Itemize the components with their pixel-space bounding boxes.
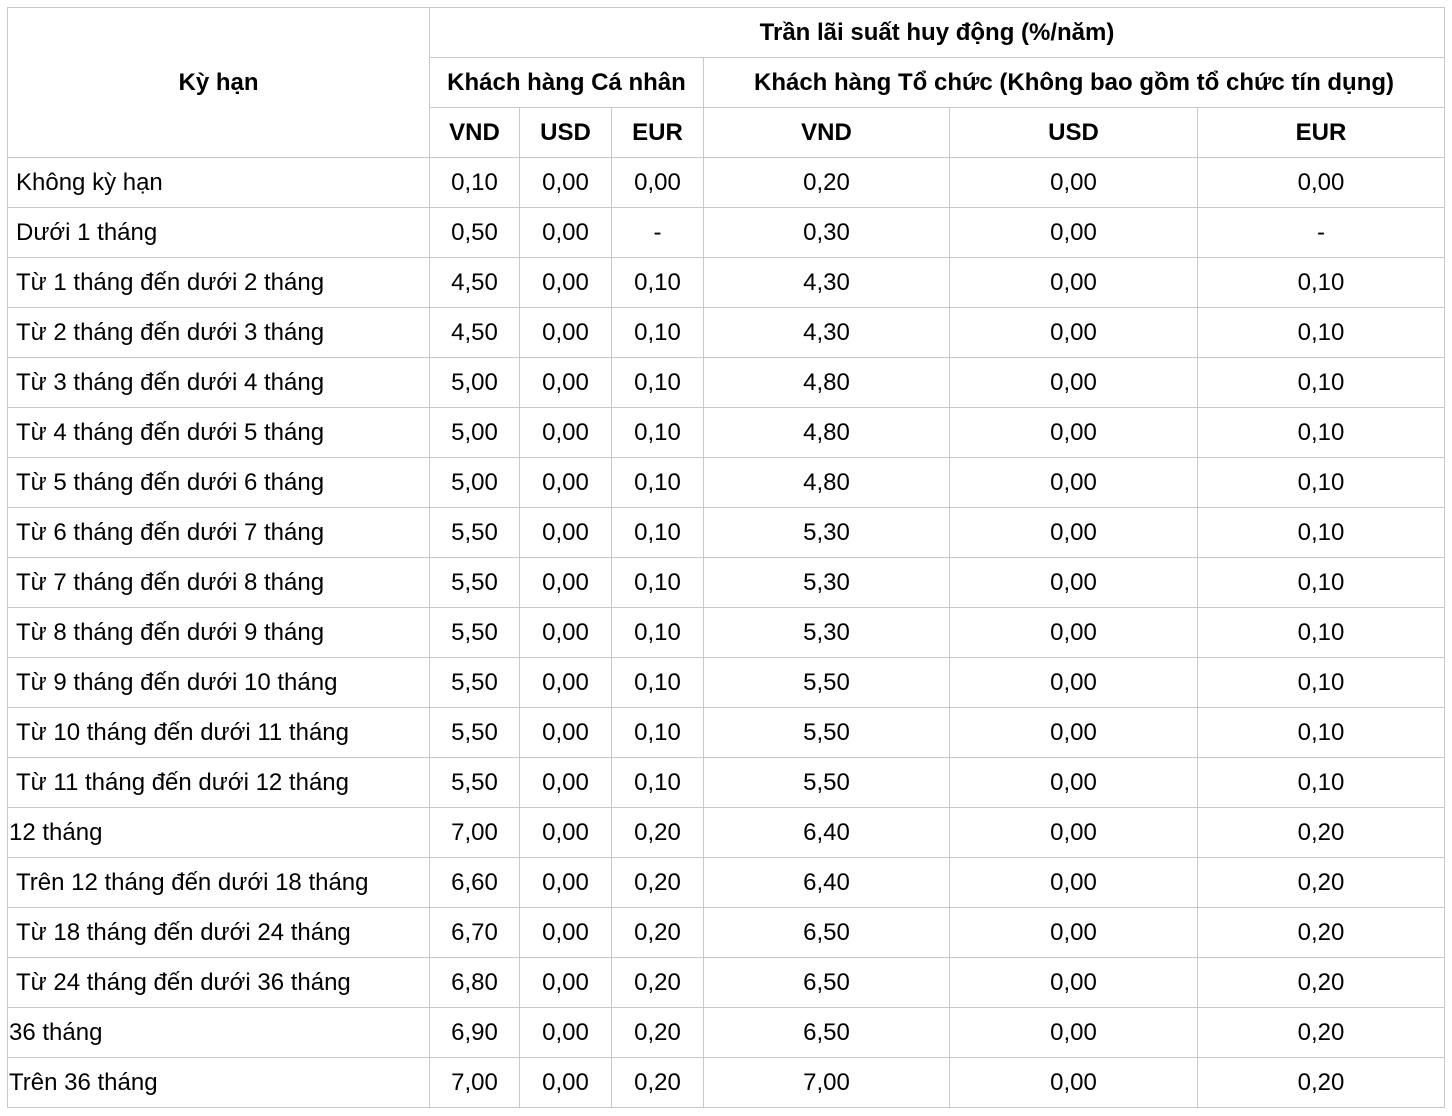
rate-cell-organization-usd: 0,00 xyxy=(950,858,1198,908)
rate-cell-individual-usd: 0,00 xyxy=(520,158,612,208)
rate-cell-individual-eur: 0,10 xyxy=(612,508,704,558)
rate-cell-individual-eur: 0,10 xyxy=(612,758,704,808)
rate-cell-organization-eur: 0,20 xyxy=(1198,808,1445,858)
table-row xyxy=(8,758,1445,808)
table-row xyxy=(8,958,1445,1008)
rate-cell-organization-usd: 0,00 xyxy=(950,758,1198,808)
rate-cell-organization-eur: 0,10 xyxy=(1198,758,1445,808)
rate-cell-individual-vnd: 6,90 xyxy=(430,1008,520,1058)
table-row xyxy=(8,1008,1445,1058)
term-cell: Từ 6 tháng đến dưới 7 tháng xyxy=(8,508,430,558)
rate-cell-individual-usd: 0,00 xyxy=(520,558,612,608)
rate-cell-organization-vnd: 5,30 xyxy=(704,558,950,608)
table-row xyxy=(8,208,1445,258)
table-row xyxy=(8,658,1445,708)
currency-header-individual-eur: EUR xyxy=(612,108,704,158)
rate-cell-individual-vnd: 5,50 xyxy=(430,708,520,758)
rate-cell-individual-eur: 0,10 xyxy=(612,658,704,708)
term-cell: Trên 12 tháng đến dưới 18 tháng xyxy=(8,858,430,908)
rate-cell-organization-eur: 0,10 xyxy=(1198,358,1445,408)
rate-cell-individual-usd: 0,00 xyxy=(520,808,612,858)
rate-cell-individual-vnd: 4,50 xyxy=(430,308,520,358)
rate-cell-organization-usd: 0,00 xyxy=(950,158,1198,208)
currency-header-individual-vnd: VND xyxy=(430,108,520,158)
rate-cell-organization-vnd: 6,50 xyxy=(704,1008,950,1058)
table-row xyxy=(8,1058,1445,1108)
rate-cell-organization-eur: 0,00 xyxy=(1198,158,1445,208)
rate-cell-individual-vnd: 5,50 xyxy=(430,758,520,808)
rate-cell-organization-usd: 0,00 xyxy=(950,358,1198,408)
rate-cell-individual-usd: 0,00 xyxy=(520,408,612,458)
term-cell: Từ 18 tháng đến dưới 24 tháng xyxy=(8,908,430,958)
rate-cell-individual-vnd: 5,50 xyxy=(430,508,520,558)
rate-cell-individual-usd: 0,00 xyxy=(520,508,612,558)
term-cell: Từ 11 tháng đến dưới 12 tháng xyxy=(8,758,430,808)
rate-cell-organization-vnd: 7,00 xyxy=(704,1058,950,1108)
term-cell: Từ 10 tháng đến dưới 11 tháng xyxy=(8,708,430,758)
rate-cell-individual-eur: 0,10 xyxy=(612,708,704,758)
rate-cell-organization-eur: 0,20 xyxy=(1198,1008,1445,1058)
rate-cell-individual-vnd: 6,60 xyxy=(430,858,520,908)
rate-cell-individual-eur: 0,10 xyxy=(612,258,704,308)
term-cell: Từ 2 tháng đến dưới 3 tháng xyxy=(8,308,430,358)
term-column-header: Kỳ hạn xyxy=(8,8,430,158)
rate-cell-individual-usd: 0,00 xyxy=(520,658,612,708)
rate-cell-individual-vnd: 5,50 xyxy=(430,658,520,708)
table-row xyxy=(8,408,1445,458)
rate-cell-individual-vnd: 6,70 xyxy=(430,908,520,958)
currency-header-organization-eur: EUR xyxy=(1198,108,1445,158)
rate-cell-individual-eur: 0,20 xyxy=(612,808,704,858)
rate-cell-individual-eur: 0,20 xyxy=(612,858,704,908)
rate-cell-individual-eur: 0,10 xyxy=(612,408,704,458)
rate-cell-individual-eur: 0,20 xyxy=(612,1008,704,1058)
rate-cell-organization-usd: 0,00 xyxy=(950,808,1198,858)
interest-rate-table xyxy=(7,7,1445,1108)
rate-cell-individual-eur: 0,00 xyxy=(612,158,704,208)
rate-cell-organization-vnd: 5,50 xyxy=(704,758,950,808)
rate-cell-individual-vnd: 0,50 xyxy=(430,208,520,258)
currency-header-individual-usd: USD xyxy=(520,108,612,158)
rate-cell-organization-vnd: 4,30 xyxy=(704,308,950,358)
term-cell: 36 tháng xyxy=(8,1008,430,1058)
rate-cell-organization-eur: 0,10 xyxy=(1198,608,1445,658)
term-cell: Từ 24 tháng đến dưới 36 tháng xyxy=(8,958,430,1008)
rate-cell-organization-vnd: 5,30 xyxy=(704,608,950,658)
rate-cell-organization-eur: 0,10 xyxy=(1198,408,1445,458)
rate-cell-organization-eur: 0,20 xyxy=(1198,858,1445,908)
rate-cell-organization-usd: 0,00 xyxy=(950,258,1198,308)
rate-cell-organization-usd: 0,00 xyxy=(950,508,1198,558)
term-cell: 12 tháng xyxy=(8,808,430,858)
rate-cell-organization-vnd: 6,50 xyxy=(704,908,950,958)
rate-cell-individual-eur: 0,10 xyxy=(612,308,704,358)
rate-cell-organization-usd: 0,00 xyxy=(950,558,1198,608)
rate-cell-organization-vnd: 5,50 xyxy=(704,658,950,708)
rate-cell-individual-eur: 0,10 xyxy=(612,608,704,658)
term-cell: Từ 9 tháng đến dưới 10 tháng xyxy=(8,658,430,708)
rate-cell-organization-vnd: 4,80 xyxy=(704,408,950,458)
rate-cell-organization-usd: 0,00 xyxy=(950,608,1198,658)
rate-cell-organization-usd: 0,00 xyxy=(950,1058,1198,1108)
footnote-cropped xyxy=(4,1105,1444,1116)
rate-cell-individual-eur: 0,20 xyxy=(612,1058,704,1108)
rate-cell-organization-usd: 0,00 xyxy=(950,658,1198,708)
rate-cell-organization-usd: 0,00 xyxy=(950,908,1198,958)
rate-cell-individual-vnd: 5,00 xyxy=(430,408,520,458)
rate-cell-individual-vnd: 5,50 xyxy=(430,558,520,608)
rate-cell-individual-vnd: 6,80 xyxy=(430,958,520,1008)
individual-customer-header: Khách hàng Cá nhân xyxy=(430,58,704,108)
table-row xyxy=(8,808,1445,858)
rate-cell-individual-vnd: 5,00 xyxy=(430,358,520,408)
table-row xyxy=(8,508,1445,558)
rate-cell-organization-eur: 0,10 xyxy=(1198,508,1445,558)
rate-cell-organization-eur: 0,20 xyxy=(1198,908,1445,958)
table-row xyxy=(8,258,1445,308)
rate-cell-individual-usd: 0,00 xyxy=(520,958,612,1008)
rate-cell-organization-vnd: 0,20 xyxy=(704,158,950,208)
rate-cell-individual-vnd: 5,00 xyxy=(430,458,520,508)
rate-cell-individual-eur: 0,20 xyxy=(612,908,704,958)
rate-cell-organization-usd: 0,00 xyxy=(950,458,1198,508)
rate-cell-individual-vnd: 0,10 xyxy=(430,158,520,208)
rate-cell-individual-usd: 0,00 xyxy=(520,708,612,758)
currency-header-organization-usd: USD xyxy=(950,108,1198,158)
table-row xyxy=(8,158,1445,208)
rate-cell-individual-eur: - xyxy=(612,208,704,258)
term-cell: Dưới 1 tháng xyxy=(8,208,430,258)
rate-cell-organization-eur: 0,10 xyxy=(1198,558,1445,608)
rate-cell-organization-eur: 0,20 xyxy=(1198,958,1445,1008)
rate-cell-individual-usd: 0,00 xyxy=(520,1058,612,1108)
rate-cell-organization-usd: 0,00 xyxy=(950,708,1198,758)
rate-cell-individual-eur: 0,10 xyxy=(612,458,704,508)
rate-cell-organization-vnd: 5,50 xyxy=(704,708,950,758)
rate-cell-individual-vnd: 4,50 xyxy=(430,258,520,308)
rate-cell-individual-vnd: 7,00 xyxy=(430,1058,520,1108)
rate-cell-individual-usd: 0,00 xyxy=(520,458,612,508)
term-cell: Từ 1 tháng đến dưới 2 tháng xyxy=(8,258,430,308)
term-cell: Từ 5 tháng đến dưới 6 tháng xyxy=(8,458,430,508)
table-row xyxy=(8,908,1445,958)
rate-cell-individual-usd: 0,00 xyxy=(520,308,612,358)
term-cell: Không kỳ hạn xyxy=(8,158,430,208)
table-row xyxy=(8,358,1445,408)
rate-cell-individual-usd: 0,00 xyxy=(520,908,612,958)
rate-cell-individual-usd: 0,00 xyxy=(520,258,612,308)
rate-cell-organization-vnd: 6,50 xyxy=(704,958,950,1008)
rate-cell-organization-eur: - xyxy=(1198,208,1445,258)
rate-cell-individual-usd: 0,00 xyxy=(520,358,612,408)
rate-ceiling-header: Trần lãi suất huy động (%/năm) xyxy=(430,8,1445,58)
term-cell: Từ 7 tháng đến dưới 8 tháng xyxy=(8,558,430,608)
rate-cell-organization-usd: 0,00 xyxy=(950,408,1198,458)
rate-cell-organization-vnd: 6,40 xyxy=(704,858,950,908)
rate-cell-individual-usd: 0,00 xyxy=(520,1008,612,1058)
currency-header-organization-vnd: VND xyxy=(704,108,950,158)
rate-cell-individual-usd: 0,00 xyxy=(520,208,612,258)
table-row xyxy=(8,858,1445,908)
rate-cell-organization-vnd: 6,40 xyxy=(704,808,950,858)
rate-cell-organization-vnd: 0,30 xyxy=(704,208,950,258)
rate-cell-individual-usd: 0,00 xyxy=(520,608,612,658)
rate-cell-organization-eur: 0,10 xyxy=(1198,308,1445,358)
table-row xyxy=(8,608,1445,658)
term-cell: Từ 4 tháng đến dưới 5 tháng xyxy=(8,408,430,458)
table-body xyxy=(8,158,1445,1108)
rate-cell-individual-eur: 0,20 xyxy=(612,958,704,1008)
rate-cell-organization-vnd: 4,80 xyxy=(704,358,950,408)
table-row xyxy=(8,708,1445,758)
rate-cell-individual-usd: 0,00 xyxy=(520,758,612,808)
rate-cell-organization-vnd: 4,80 xyxy=(704,458,950,508)
term-cell: Từ 8 tháng đến dưới 9 tháng xyxy=(8,608,430,658)
rate-cell-organization-usd: 0,00 xyxy=(950,1008,1198,1058)
table-row xyxy=(8,308,1445,358)
term-cell: Trên 36 tháng xyxy=(8,1058,430,1108)
rate-cell-individual-vnd: 5,50 xyxy=(430,608,520,658)
rate-cell-organization-usd: 0,00 xyxy=(950,308,1198,358)
rate-cell-individual-vnd: 7,00 xyxy=(430,808,520,858)
rate-cell-organization-vnd: 5,30 xyxy=(704,508,950,558)
rate-cell-organization-eur: 0,10 xyxy=(1198,258,1445,308)
rate-cell-organization-eur: 0,10 xyxy=(1198,708,1445,758)
term-cell: Từ 3 tháng đến dưới 4 tháng xyxy=(8,358,430,408)
rate-cell-individual-usd: 0,00 xyxy=(520,858,612,908)
table-row xyxy=(8,458,1445,508)
rate-cell-organization-vnd: 4,30 xyxy=(704,258,950,308)
table-header xyxy=(8,8,1445,158)
header-row-group xyxy=(8,8,1445,58)
rate-cell-organization-eur: 0,10 xyxy=(1198,458,1445,508)
table-row xyxy=(8,558,1445,608)
rate-cell-individual-eur: 0,10 xyxy=(612,358,704,408)
rate-cell-organization-eur: 0,10 xyxy=(1198,658,1445,708)
rate-cell-organization-usd: 0,00 xyxy=(950,208,1198,258)
organization-customer-header: Khách hàng Tổ chức (Không bao gồm tổ chức tín dụng) xyxy=(704,58,1445,108)
rate-cell-organization-usd: 0,00 xyxy=(950,958,1198,1008)
rate-cell-individual-eur: 0,10 xyxy=(612,558,704,608)
rate-cell-organization-eur: 0,20 xyxy=(1198,1058,1445,1108)
